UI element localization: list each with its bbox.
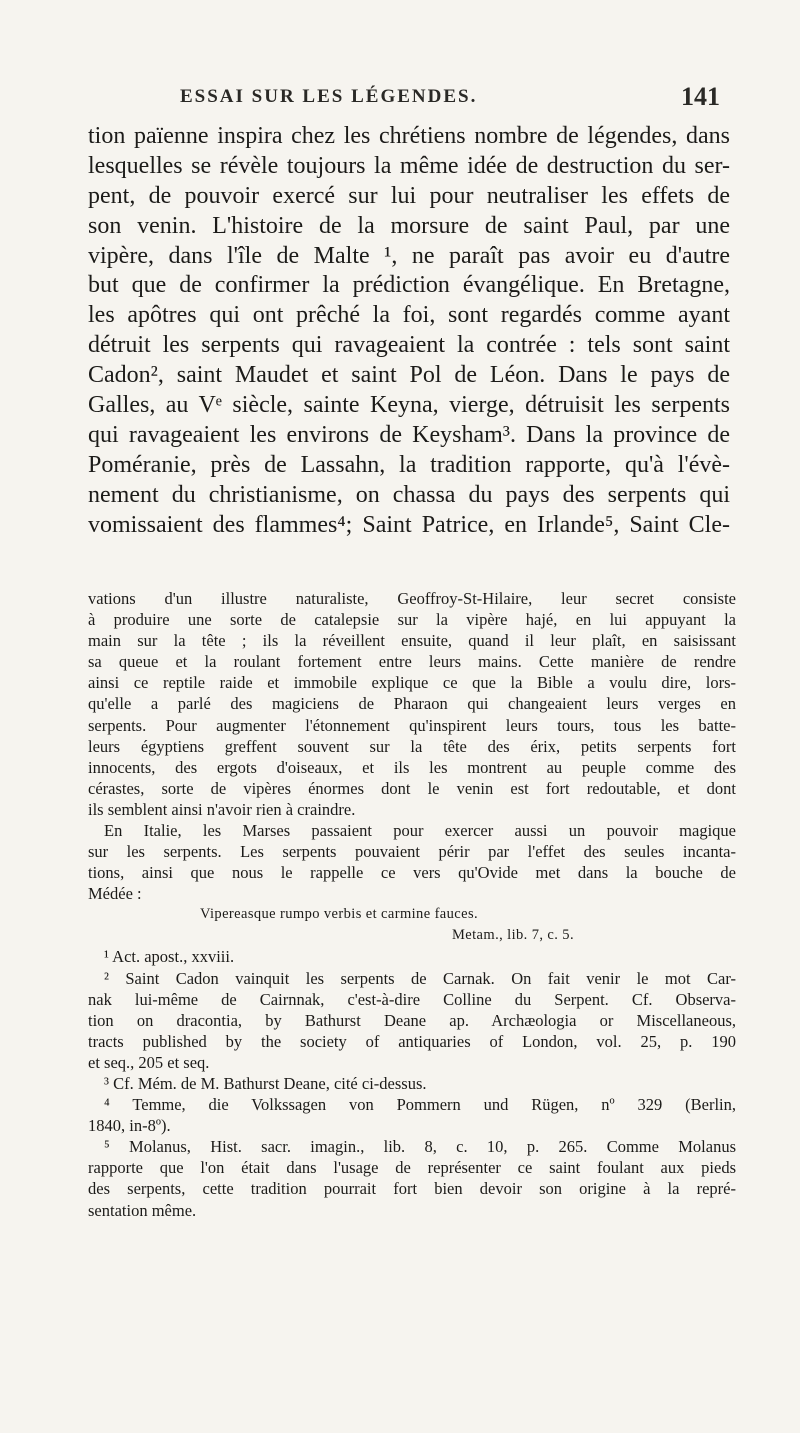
note-line: tions, ainsi que nous le rappelle ce vers qu'Ovide met dans la bouche de [88, 863, 736, 883]
notes-section [88, 588, 736, 1221]
main-line: détruit les serpents qui ravageaient la contrée : tels sont saint [88, 332, 730, 359]
main-line: Poméranie, près de Lassahn, la tradition rapporte, qu'à l'évè- [88, 451, 730, 478]
footnote-5: ⁵ Molanus, Hist. sacr. imagin., lib. 8, c. 10, p. 265. Comme Molanus [104, 1137, 736, 1157]
note-line: innocents, des ergots d'oiseaux, et ils les montrent au peuple comme des [88, 757, 736, 777]
main-line: lesquelles se révèle toujours la même idée de destruction du ser- [88, 152, 730, 179]
note-line: qu'elle a parlé des magiciens de Pharaon qui changeaient leurs verges en [88, 694, 736, 714]
footnote-4: ⁴ Temme, die Volkssagen von Pommern und Rügen, nº 329 (Berlin, [104, 1095, 736, 1115]
note-line: vations d'un illustre naturaliste, Geoffroy-St-Hilaire, leur secret consiste [88, 589, 736, 608]
note-line: sur les serpents. Les serpents pouvaient périr par l'effet des seules incanta- [88, 842, 736, 862]
header-title: ESSAI SUR LES LÉGENDES. [180, 86, 478, 107]
latin-verse: Vipereasque rumpo verbis et carmine fauces. [200, 906, 479, 923]
note-line: main sur la tête ; ils la réveillent ensuite, quand il leur plaît, en saisissant [88, 631, 736, 651]
note-line: Médée : [88, 884, 142, 904]
main-line: pent, de pouvoir exercé sur lui pour neutraliser les effets de [88, 182, 730, 209]
note-line: sa queue et la roulant fortement entre leurs mains. Cette manière de rendre [88, 652, 736, 672]
footnote-2-line: nak lui-même de Cairnnak, c'est-à-dire Colline du Serpent. Cf. Observa- [88, 989, 736, 1009]
footnote-2-line: tion on dracontia, by Bathurst Deane ap. Archæologia or Miscellaneous, [88, 1010, 736, 1030]
footnote-4-line: 1840, in-8º). [88, 1116, 171, 1136]
main-line: tion païenne inspira chez les chrétiens nombre de légendes, dans [88, 123, 730, 149]
page-number: 141 [681, 82, 720, 111]
note-line: à produire une sorte de catalepsie sur la vipère hajé, en lui appuyant la [88, 610, 736, 630]
main-line: son venin. L'histoire de la morsure de saint Paul, par une [88, 212, 730, 239]
footnote-5-line: des serpents, cette tradition pourrait fort bien devoir son origine à la repré- [88, 1179, 736, 1199]
verse-reference: Metam., lib. 7, c. 5. [452, 927, 574, 944]
footnote-2-line: tracts published by the society of antiquaries of London, vol. 25, p. 190 [88, 1031, 736, 1051]
main-line: vomissaient des flammes⁴; Saint Patrice, en Irlande⁵, Saint Cle- [88, 511, 730, 538]
main-line: nement du christianisme, on chassa du pays des serpents qui [88, 481, 730, 508]
note-line: serpents. Pour augmenter l'étonnement qu'inspirent leurs tours, tous les batte- [88, 715, 736, 735]
main-line: but que de confirmer la prédiction évangélique. En Bretagne, [88, 272, 730, 299]
footnote-3: ³ Cf. Mém. de M. Bathurst Deane, cité ci-dessus. [104, 1073, 427, 1093]
note-line: ainsi ce reptile raide et immobile explique ce que la Bible a voulu dire, lors- [88, 673, 736, 693]
running-header [70, 84, 730, 114]
main-line: qui ravageaient les environs de Keysham³. Dans la province de [88, 421, 730, 448]
footnote-1: ¹ Act. apost., xxviii. [104, 947, 235, 967]
note-line: En Italie, les Marses passaient pour exercer aussi un pouvoir magique [104, 821, 736, 841]
main-line: vipère, dans l'île de Malte ¹, ne paraît pas avoir eu d'autre [88, 242, 730, 269]
footnote-5-line: sentation même. [88, 1200, 197, 1220]
note-line: cérastes, sorte de vipères énormes dont le venin est fort redoutable, et dont [88, 778, 736, 798]
main-line: Cadon², saint Maudet et saint Pol de Léon. Dans le pays de [88, 362, 730, 389]
note-line: leurs égyptiens greffent souvent sur la tête des érix, petits serpents fort [88, 736, 736, 756]
footnote-2: ² Saint Cadon vainquit les serpents de Carnak. On fait venir le mot Car- [104, 968, 736, 988]
main-text [88, 122, 730, 540]
note-line: ils semblent ainsi n'avoir rien à craindre. [88, 799, 356, 819]
main-line: Galles, au Vᵉ siècle, sainte Keyna, vierge, détruisit les serpents [88, 392, 730, 419]
footnote-5-line: rapporte que l'on était dans l'usage de représenter ce saint foulant aux pieds [88, 1158, 736, 1178]
footnote-2-line: et seq., 205 et seq. [88, 1052, 210, 1072]
main-line: les apôtres qui ont prêché la foi, sont regardés comme ayant [88, 302, 730, 329]
